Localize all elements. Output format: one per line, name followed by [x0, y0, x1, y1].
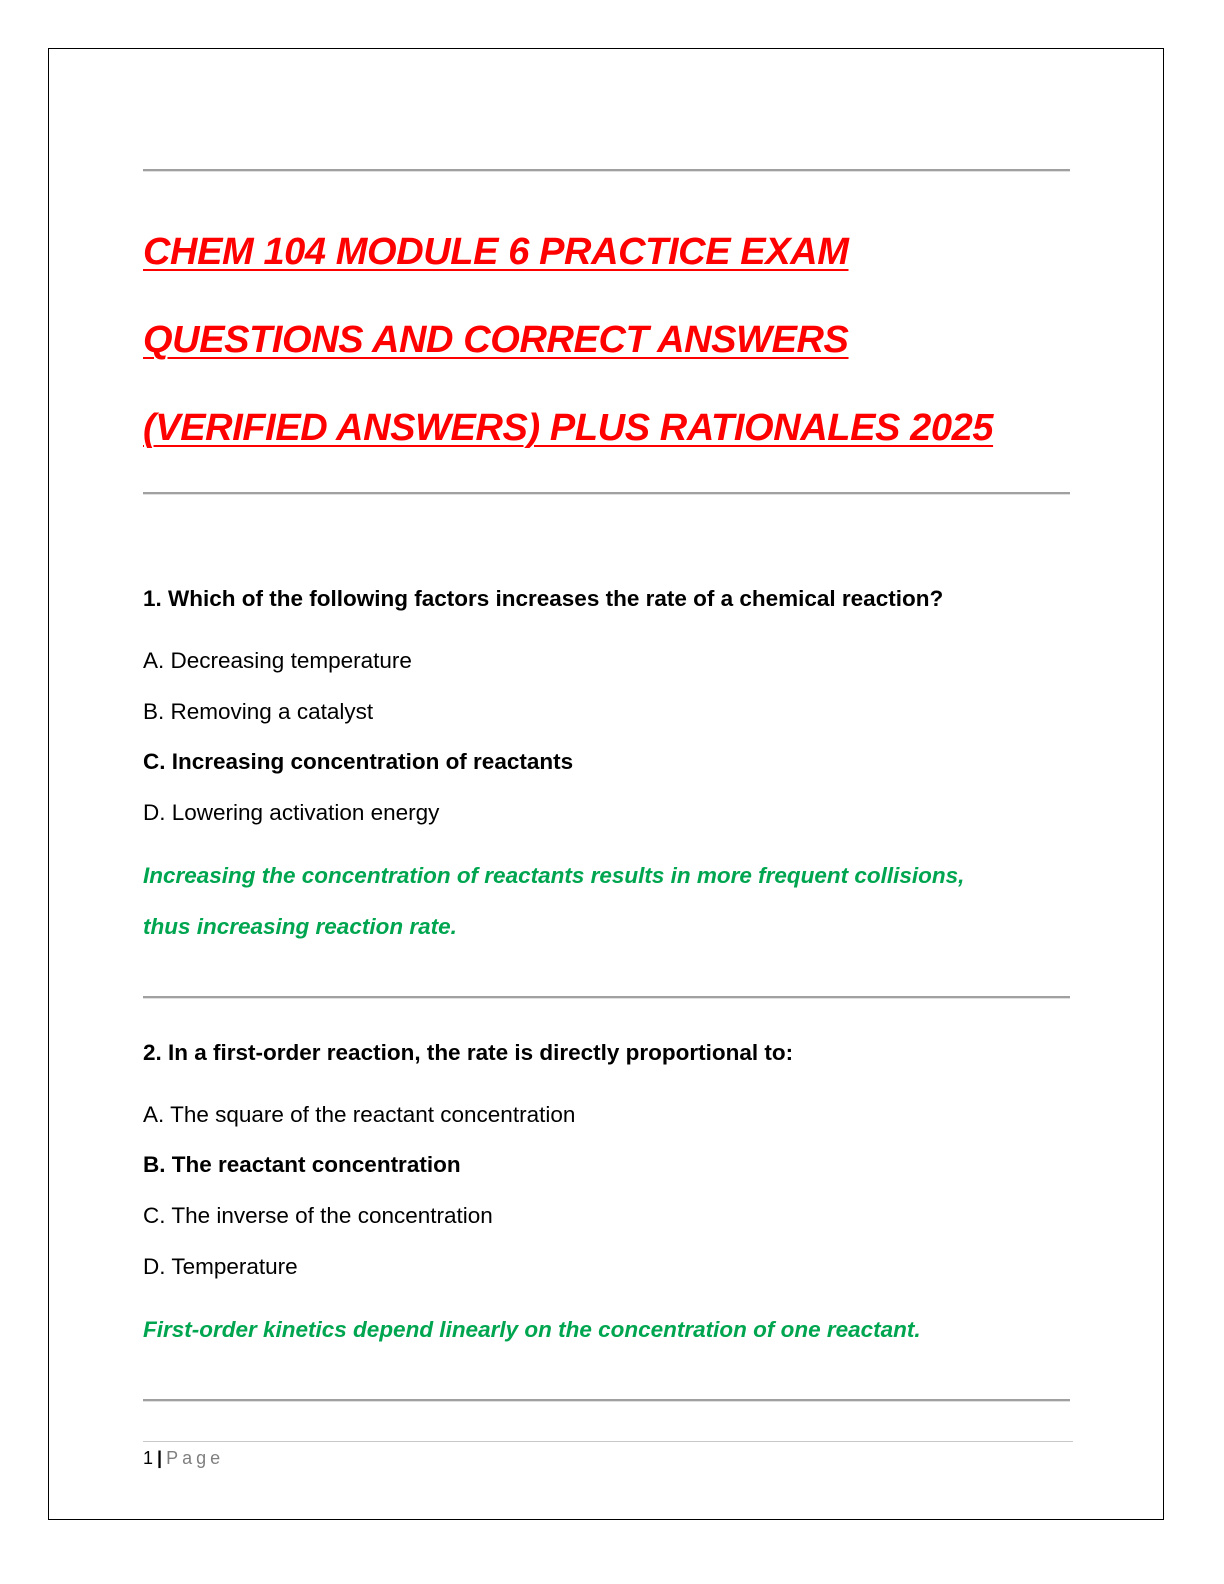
question-1-option-d: D. Lowering activation energy	[143, 800, 440, 825]
divider-after-question-1	[143, 996, 1070, 998]
title-line-3: (VERIFIED ANSWERS) PLUS RATIONALES 2025	[143, 407, 994, 449]
question-2-rationale	[143, 1304, 1083, 1355]
title-line-1: CHEM 104 MODULE 6 PRACTICE EXAM	[143, 231, 849, 273]
page-number: 1	[143, 1448, 154, 1468]
question-2	[143, 1040, 1083, 1342]
divider-top	[143, 169, 1070, 171]
question-1-rationale-line-1: Increasing the concentration of reactants results in more frequent collisions,	[143, 863, 965, 888]
question-2-option-a: A. The square of the reactant concentration	[143, 1102, 576, 1127]
divider-after-question-2	[143, 1399, 1070, 1401]
question-1-option-c-correct: C. Increasing concentration of reactants	[143, 749, 574, 774]
question-1-option-b: B. Removing a catalyst	[143, 699, 374, 724]
question-2-rationale-line-1: First-order kinetics depend linearly on the concentration of one reactant.	[143, 1317, 921, 1342]
question-2-option-c: C. The inverse of the concentration	[143, 1203, 493, 1228]
question-2-option-d: D. Temperature	[143, 1254, 298, 1279]
document-title	[143, 208, 1083, 472]
footer-separator: |	[157, 1448, 163, 1468]
page-footer	[143, 1447, 224, 1469]
page-label: Page	[166, 1448, 225, 1468]
question-1-rationale-line-2: thus increasing reaction rate.	[143, 914, 457, 939]
title-line-2: QUESTIONS AND CORRECT ANSWERS	[143, 319, 849, 361]
question-2-option-b-correct: B. The reactant concentration	[143, 1152, 461, 1177]
question-1-rationale	[143, 850, 1083, 952]
footer-divider	[143, 1441, 1073, 1442]
question-2-text: 2. In a first-order reaction, the rate is directly proportional to:	[143, 1040, 794, 1065]
divider-after-title	[143, 492, 1070, 494]
question-1-text: 1. Which of the following factors increases the rate of a chemical reaction?	[143, 586, 944, 611]
question-1	[143, 586, 1083, 939]
question-1-option-a: A. Decreasing temperature	[143, 648, 412, 673]
